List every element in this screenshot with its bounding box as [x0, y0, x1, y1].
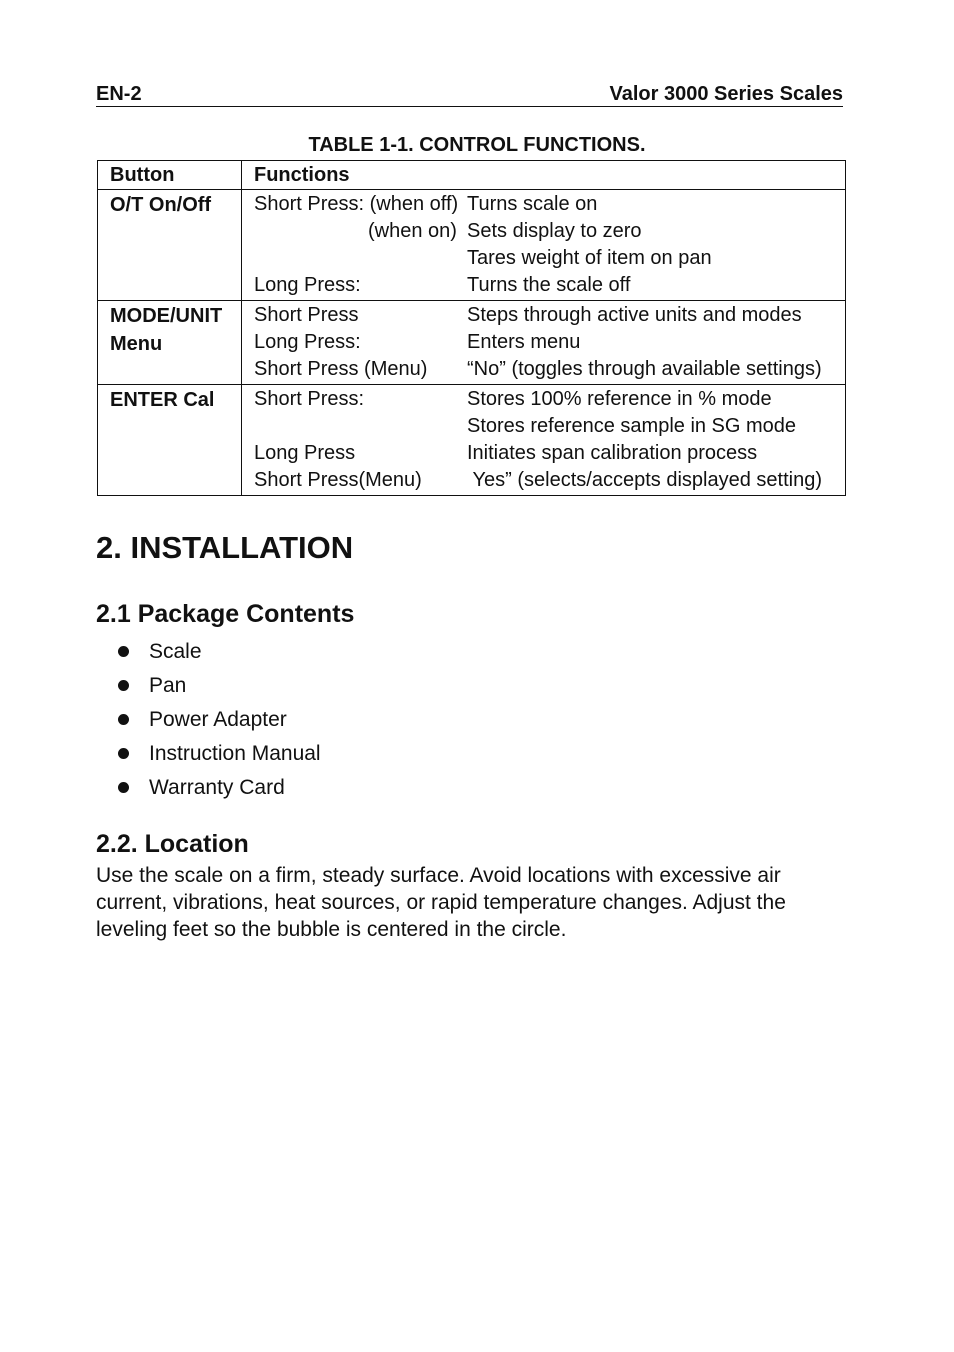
function-line [242, 302, 845, 329]
function-description: Initiates span calibration process [467, 442, 758, 464]
button-name: ENTER Cal [110, 389, 215, 411]
function-line [242, 386, 845, 413]
table-row [98, 301, 846, 385]
press-type: Long Press: [254, 274, 361, 296]
list-item [96, 637, 321, 671]
button-name-cell [98, 385, 242, 496]
press-type: Long Press [254, 442, 356, 464]
functions-cell [242, 301, 846, 385]
functions-cell [242, 385, 846, 496]
button-name: O/T On/Off [110, 194, 212, 216]
bullet-icon [118, 680, 129, 691]
bullet-icon [118, 646, 129, 657]
table-row [98, 190, 846, 301]
installation-heading: 2. INSTALLATION [96, 530, 354, 565]
bullet-icon [118, 748, 129, 759]
bullet-icon [118, 782, 129, 793]
press-type: Short Press: [254, 388, 365, 410]
function-line [242, 440, 845, 467]
list-item-text: Scale [149, 640, 202, 663]
list-item [96, 671, 321, 705]
function-line [242, 356, 845, 383]
press-type: Long Press: [254, 331, 361, 353]
function-description: Stores 100% reference in % mode [467, 388, 772, 410]
function-description: Sets display to zero [467, 220, 642, 242]
page-header [96, 82, 843, 107]
list-item-text: Power Adapter [149, 708, 287, 731]
list-item-text: Pan [149, 674, 187, 697]
package-contents-heading: 2.1 Package Contents [96, 600, 355, 628]
press-type: Short Press(Menu) [254, 469, 422, 491]
button-name-cell [98, 301, 242, 385]
location-paragraph: Use the scale on a firm, steady surface. Avoid locations with excessive air current, vibrations, heat sources, or rapid temperature changes. Adjust the leveling feet so the bubble is centered in the circle. [96, 864, 786, 941]
function-line [242, 245, 845, 272]
column-header-functions: Functions [242, 161, 846, 190]
list-item-text: Warranty Card [149, 776, 285, 799]
list-item [96, 705, 321, 739]
function-description: Yes” (selects/accepts displayed setting) [467, 469, 822, 491]
function-description: “No” (toggles through available settings) [467, 358, 822, 380]
table-row [98, 385, 846, 496]
function-description: Steps through active units and modes [467, 304, 802, 326]
page-number: EN-2 [96, 83, 142, 105]
table-caption: TABLE 1-1. CONTROL FUNCTIONS. [308, 134, 646, 156]
location-heading: 2.2. Location [96, 830, 249, 858]
bullet-icon [118, 714, 129, 725]
function-description: Turns the scale off [467, 274, 631, 296]
list-item-text: Instruction Manual [149, 742, 321, 765]
button-name: MODE/UNIT [110, 305, 223, 327]
press-type: Short Press [254, 304, 359, 326]
package-contents-list [96, 637, 321, 807]
list-item [96, 773, 321, 807]
function-description: Tares weight of item on pan [467, 247, 712, 269]
function-line [242, 272, 845, 299]
press-type: Short Press (Menu) [254, 358, 428, 380]
button-name: Menu [110, 333, 163, 355]
function-line [242, 467, 845, 494]
control-functions-table [97, 160, 846, 496]
press-type [242, 413, 467, 440]
press-type: (when on) [368, 220, 457, 242]
function-description: Enters menu [467, 331, 581, 353]
press-type: Short Press: (when off) [254, 193, 459, 215]
function-line [242, 413, 845, 440]
function-description: Turns scale on [467, 193, 598, 215]
column-header-button: Button [98, 161, 242, 190]
document-title: Valor 3000 Series Scales [609, 83, 843, 105]
function-description: Stores reference sample in SG mode [467, 415, 797, 437]
button-name-cell [98, 190, 242, 301]
table-header-row [98, 161, 846, 190]
function-line [242, 218, 845, 245]
press-type [242, 245, 467, 272]
function-line [242, 191, 845, 218]
list-item [96, 739, 321, 773]
function-line [242, 329, 845, 356]
functions-cell [242, 190, 846, 301]
